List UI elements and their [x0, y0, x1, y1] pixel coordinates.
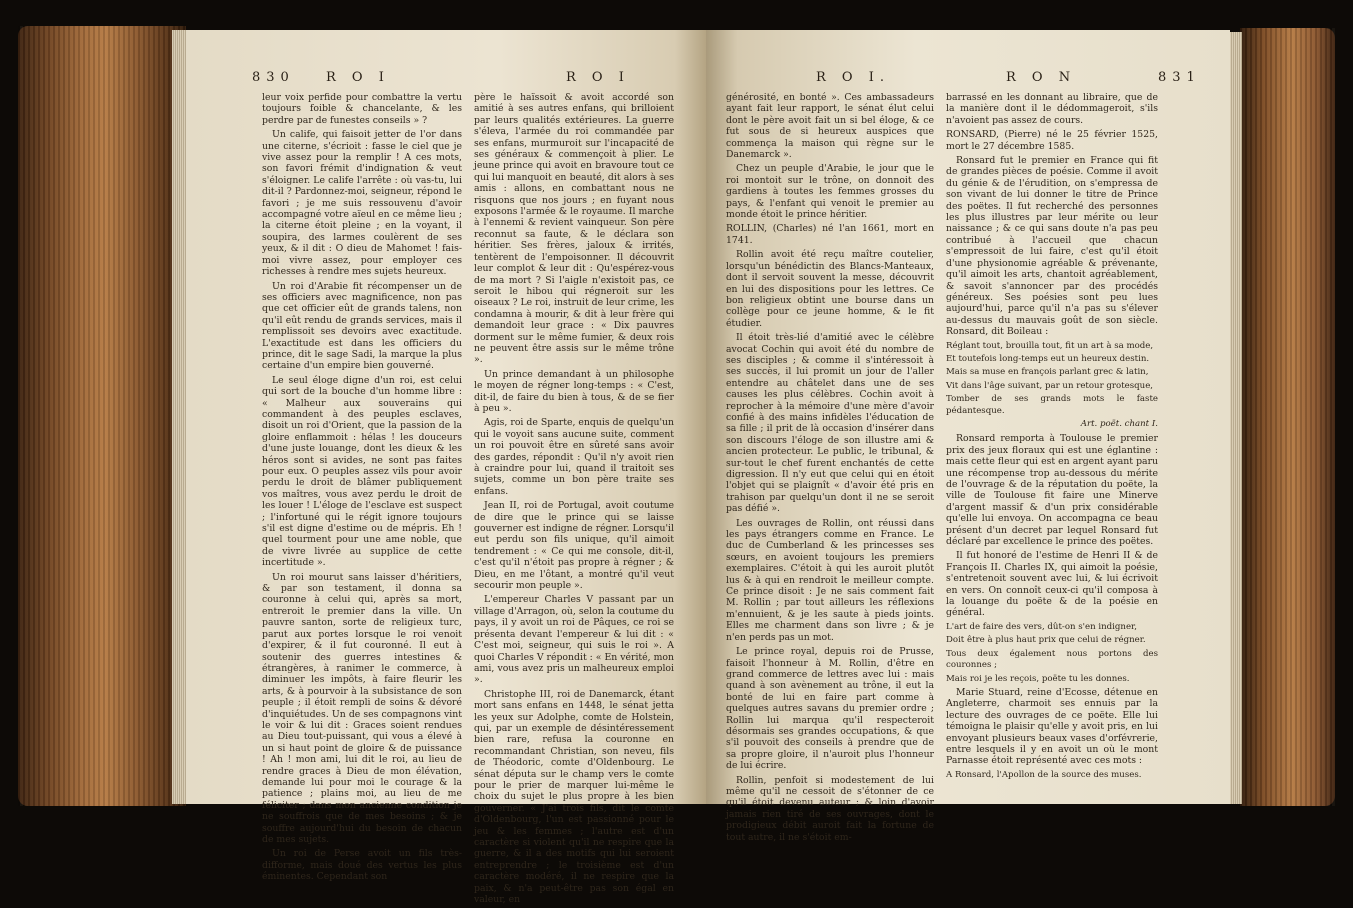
verse-line: Tous deux également nous portons des couronnes ; [946, 648, 1158, 671]
left-page [186, 30, 706, 906]
right-running-head-1: R O I. [816, 70, 890, 85]
verse-line: Mais roi je les reçois, poëte tu les donnes. [946, 673, 1130, 684]
paragraph: père le haïssoit & avoit accordé son amitié à ses autres enfans, qui brilloient par leurs qualités extérieures. La guerre s'éleva, l'armée du roi commandée par ses enfans, murmuroit sur l'incapacité de ses généraux & commençoit à plier. Le jeune prince qui avoit en bravoure tout ce qui lui manquoit en beauté, dit alors à ses amis : allons, en combattant nous ne risquons que nos jours ; en fuyant nous exposons l'armée & le royaume. Il marche à l'ennemi & revient vainqueur. Son père reconnut sa faute, & le déclara son héritier. Ses frères, jaloux & irrités, tentèrent de l'empoisonner. Il découvrit leur complot & leur dit : Qu'espérez-vous de ma mort ? Si l'aigle n'existoit pas, ce seroit le hibou qui régneroit sur les oiseaux ? Le roi, instruit de leur crime, les condamna à mourir, & dit à leur frère qui demandoit leur grace : « Dix pauvres dorment sur le même fumier, & deux rois ne peuvent être assis sur le même trône ». [474, 92, 675, 366]
paragraph: Agis, roi de Sparte, enquis de quelqu'un qui le voyoit sans aucune suite, comment un roi pouvoit être en sûreté sans avoir des gardes, répondit : Qu'il n'y avoit rien à craindre pour lui, quand il traitoit ses sujets, comme un bon père traite ses enfans. [474, 417, 674, 497]
right-running-head-2: R O N [1006, 70, 1077, 85]
verse-line: L'art de faire des vers, dût-on s'en indigner, [946, 621, 1137, 632]
paragraph: Rollin, penfoit si modestement de lui même qu'il ne cessoit de s'étonner de ce qu'il étoit devenu auteur ; & loin d'avoir jamais rien tiré de ses ouvrages, dont le prodigieux débit auroit fait la fortune de tout autre, il ne s'étoit em- [726, 774, 934, 843]
paragraph: Ronsard remporta à Toulouse le premier prix des jeux floraux qui est une églantine : mais cette fleur qui est en argent ayant paru une récompense trop au-dessous du mérite de l'ouvrage & de la réputation du poëte, la ville de Toulouse fit faire une Minerve d'argent massif & d'un prix considérable qu'elle lui envoya. On accompagna ce beau présent d'un decret par lequel Ronsard fut déclaré par excellence le prince des poëtes. [946, 433, 1158, 548]
verse-line: Mais sa muse en françois parlant grec & latin, [946, 367, 1149, 378]
right-column-2 [946, 92, 1158, 783]
left-column-2 [474, 92, 674, 908]
left-running-head-1: R O I [326, 70, 390, 85]
verse-line: Et toutefois long-temps eut un heureux destin. [946, 353, 1150, 364]
paragraph: Il étoit très-lié d'amitié avec le célèbre avocat Cochin qui avoit été du nombre de ses disciples ; & comme il s'intéressoit à ses succès, il lui promit un jour de l'aller entendre au châtelet dans une de ses causes les plus célèbres. Cochin avoit à reprocher à la mémoire d'une mère d'avoir confié à des mains infidèles l'éducation de sa fille ; il prit de là occasion d'insérer dans son discours l'éloge de son illustre ami & ancien protecteur. Le public, le tribunal, & sur-tout le chef furent enchantés de cette digression. Il n'y eut que celui qui en étoit l'objet qui se plaignît « d'avoir été pris en trahison par quelqu'un dont il ne se seroit pas défié ». [726, 332, 934, 515]
paragraph: Un prince demandant à un philosophe le moyen de régner long-temps : « C'est, dit-il, de faire du bien à tous, & de se fier à peu ». [474, 368, 674, 414]
paragraph: L'empereur Charles V passant par un village d'Arragon, où, selon la coutume du pays, il y avoit un roi de Pâques, ce roi se présenta devant l'empereur & lui dit : « C'est moi, seigneur, qui suis le roi ». A quoi Charles V répondit : « En vérité, mon ami, vous avez pris un malheureux emploi ». [474, 594, 674, 686]
paragraph: Chez un peuple d'Arabie, le jour que le roi montoit sur le trône, on donnoit des gardiens à toutes les femmes grosses du pays, & l'enfant qui venoit le premier au monde étoit le prince héritier. [726, 163, 934, 221]
left-column-1 [262, 92, 462, 886]
paragraph: leur voix perfide pour combattre la vertu toujours foible & chancelante, & les perdre par de funestes conseils » ? [262, 92, 462, 126]
paragraph: Jean II, roi de Portugal, avoit coutume de dire que le prince qui se laisse gouverner est indigne de régner. Lorsqu'il eut perdu son fils unique, qu'il aimoit tendrement : « Ce qui me console, dit-il, c'est qu'il n'étoit pas propre à régner ; & Dieu, en me l'ôtant, a montré qu'il veut secourir mon peuple ». [474, 500, 674, 592]
book-cover-right [1240, 28, 1335, 806]
verse-line: A Ronsard, l'Apollon de la source des muses. [946, 769, 1142, 780]
right-column-1 [726, 92, 934, 846]
verse-line: Doit être à plus haut prix que celui de régner. [946, 635, 1146, 646]
paragraph: Le prince royal, depuis roi de Prusse, faisoit l'honneur à M. Rollin, d'être en grand commerce de lettres avec lui : mais quand à son avènement au trône, il eut la bonté de lui en faire part comme à quelques autres savans du premier ordre ; Rollin lui marqua qu'il respecteroit désormais ses grandes occupations, & que s'il pouvoit des conseils à prendre que de sa propre gloire, il n'auroit plus l'honneur de lui écrire. [726, 646, 934, 772]
entry-heading: RONSARD, (Pierre) né le 25 février 1525, mort le 27 décembre 1585. [946, 129, 1158, 152]
book-cover-left [18, 26, 186, 806]
paragraph: Les ouvrages de Rollin, ont réussi dans les pays étrangers comme en France. Le duc de Cumberland & les princesses ses sœurs, en avoient toujours les premiers exemplaires. C'étoit à qui les auroit plutôt lus & à qui en rendroit le meilleur compte. Ce prince disoit : Je ne sais comment fait M. Rollin ; par tout ailleurs les réflexions m'ennuient, & je les saute à pieds joints. Elles me charment dans son livre ; & je n'en perds pas un mot. [726, 517, 934, 643]
paragraph: Ronsard fut le premier en France qui fit de grandes pièces de poésie. Comme il avoit du génie & de l'érudition, on s'empressa de son vivant de lui donner le titre de Prince des poëtes. Il fut recherché des personnes les plus illustres par leur mérite ou leur naissance ; & ce qui sans doute n'a pas peu contribué à l'accueil que chacun s'empressoit de lui faire, c'est qu'il étoit d'une physionomie agréable & prévenante, qu'il aimoit les arts, chantoit agréablement, & savoit s'annoncer par des procédés généreux. Ses poésies sont peu lues aujourd'hui, parce qu'il n'a pas su s'élever au-dessus du mauvais goût de son siècle. Ronsard, dit Boileau : [946, 155, 1158, 338]
paragraph: barrassé en les donnant au libraire, que de la manière dont il le dédommageroit, s'ils n'avoient pas assez de cours. [946, 92, 1158, 126]
paragraph: Le seul éloge digne d'un roi, est celui qui sort de la bouche d'un homme libre : « Malheur aux souverains qui commandent à des peuples esclaves, disoit un roi d'Orient, que la passion de la gloire enflammoit : hélas ! les douceurs d'une juste louange, dont les dieux & les héros sont si avides, ne sont pas faites pour eux. O peuples assez vils pour avoir perdu le droit de blâmer publiquement vos maîtres, vous avez perdu le droit de les louer ! L'éloge de l'esclave est suspect ; l'infortuné qui le régit ignore toujours s'il est digne d'estime ou de mépris. Eh ! quel tourment pour une ame noble, que de vivre livrée au supplice de cette incertitude ». [262, 374, 462, 569]
page-edges-right [1228, 32, 1242, 804]
paragraph: Un calife, qui faisoit jetter de l'or dans une citerne, s'écrioit : fasse le ciel que je vive assez pour la remplir ! A ces mots, son favori frémit d'indignation & veut s'éloigner. Le calife l'arrête : où vas-tu, lui dit-il ? Pardonnez-moi, seigneur, répond le favori ; je me suis ressouvenu d'avoir accompagné votre aïeul en ce même lieu ; la citerne étoit pleine ; en la voyant, il soupira, des larmes coulèrent de ses yeux, & il dit : O dieu de Mahomet ! fais-moi vivre assez, pour employer ces richesses à rendre mes sujets heureux. [262, 129, 462, 278]
left-running-head-2: R O I [566, 70, 630, 85]
paragraph: Il fut honoré de l'estime de Henri II & de François II. Charles IX, qui aimoit la poésie, s'entretenoit souvent avec lui, & lui écrivoit en vers. On connoît ceux-ci qu'il composa à la louange du poëte & de la poésie en général. [946, 550, 1158, 619]
paragraph: Un roi d'Arabie fit récompenser un de ses officiers avec magnificence, non pas que cet officier eût de grands talens, non qu'il eût rendu de grands services, mais il remplissoit ses devoirs avec exactitude. L'exactitude est dans les officiers du prince, dit le sage Sadi, la marque la plus certaine d'un empire bien gouverné. [262, 280, 462, 372]
paragraph: générosité, en bonté ». Ces ambassadeurs ayant fait leur rapport, le sénat élut celui dont le père avoit fait un si bel éloge, & ce fut sous de si heureux auspices que commença la maison qui règne sur le Danemarck ». [726, 92, 934, 161]
paragraph: Rollin avoit été reçu maître coutelier, lorsqu'un bénédictin des Blancs-Manteaux, dont il servoit souvent la messe, découvrit en lui des dispositions pour les lettres. Ce bon religieux obtint une bourse dans un collège pour ce jeune homme, & le fit étudier. [726, 249, 934, 329]
paragraph: Un roi mourut sans laisser d'héritiers, & par son testament, il donna sa couronne à celui qui, après sa mort, entreroit le premier dans la ville. Un pauvre santon, sorte de religieux turc, parut aux portes lorsque le roi venoit d'expirer, & il fut couronné. Il eut à soutenir des guerres intestines & étrangères, à ranimer le commerce, à diminuer les impôts, à faire fleurir les arts, & à pourvoir à la subsistance de son peuple ; il étoit rempli de soins & dévoré d'inquiétudes. Un de ses compagnons vint le voir & lui dit : Graces soient rendues au Dieu tout-puissant, qui vous a élevé à un si haut point de gloire & de puissance ! Ah ! mon ami, lui dit le roi, au lieu de rendre graces à Dieu de mon élévation, demande lui pour moi le courage & la patience ; plains moi, au lieu de me féliciter ; dans mon ancienne condition je ne souffrois que de mes besoins ; & je souffre aujourd'hui du besoin de chacun de mes sujets. [262, 571, 462, 845]
paragraph: Marie Stuard, reine d'Ecosse, détenue en Angleterre, charmoit ses ennuis par la lecture des ouvrages de ce poëte. Elle lui témoigna le plaisir qu'elle y avoit pris, en lui envoyant plusieurs beaux vases d'orfévrerie, entre lesquels il y en avoit un où le mont Parnasse étoit représenté avec ces mots : [946, 686, 1158, 767]
verse-line: Tomber de ses grands mots le faste pédantesque. [946, 394, 1158, 416]
left-page-number: 830 [252, 70, 295, 85]
paragraph: Christophe III, roi de Danemarck, étant mort sans enfans en 1448, le sénat jetta les yeux sur Adolphe, comte de Holstein, qui, par un exemple de désintéressement bien rare, refusa la couronne en recommandant Christian, son neveu, fils de Théodoric, comte d'Oldenbourg. Le sénat députa sur le champ vers le comte pour le prier de marquer lui-même le choix du sujet le plus propre à les bien gouverner. « J'ai trois fils, dit le comte d'Oldenbourg, l'un est passionné pour le jeu & les femmes ; l'autre est d'un caractère si violent qu'il ne respire que la guerre, & il a des motifs qui lui seroient entreprendre ; le troisième est d'un caractère modéré, il ne respire que la paix, & n'a peut-être pas son égal en valeur, en [474, 688, 674, 906]
entry-heading: ROLLIN, (Charles) né l'an 1661, mort en 1741. [726, 223, 934, 246]
verse-line: Réglant tout, brouilla tout, fit un art à sa mode, [946, 340, 1154, 351]
right-page-number: 831 [1158, 70, 1201, 85]
citation: Art. poët. chant I. [1080, 418, 1158, 429]
verse-line: Vit dans l'âge suivant, par un retour grotesque, [946, 380, 1154, 391]
paragraph: Un roi de Perse avoit un fils très-difforme, mais doué des vertus les plus éminentes. Cependant son [262, 848, 462, 883]
right-page [706, 30, 1230, 843]
